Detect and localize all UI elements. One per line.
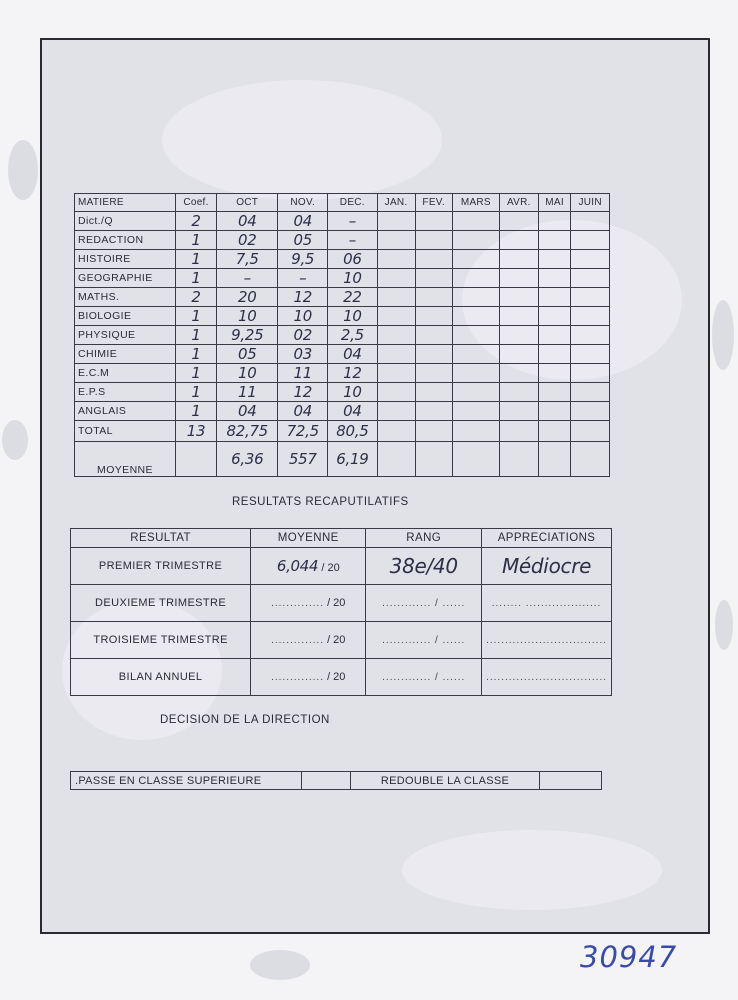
empty-month-cell [415,250,452,269]
trimestre-1-appreciation: Médiocre [482,548,612,585]
nov-cell: 12 [278,288,328,307]
oct-cell: 7,5 [217,250,278,269]
decision-table [70,771,602,790]
results-header-row [71,529,612,548]
trimestre-1-label: PREMIER TRIMESTRE [71,548,251,585]
empty-month-cell [415,383,452,402]
subject-cell: REDACTION [75,231,176,250]
grade-row [75,402,610,421]
empty-month-cell [452,231,499,250]
dec-cell: 04 [328,345,378,364]
oct-cell: 10 [217,307,278,326]
header-avr: AVR. [499,194,538,212]
empty-month-cell [538,402,571,421]
oct-cell: 04 [217,402,278,421]
coef-cell: 2 [176,288,217,307]
empty-month-cell [452,402,499,421]
nov-cell: 9,5 [278,250,328,269]
empty-month-cell [538,231,571,250]
header-coef: Coef. [176,194,217,212]
empty-month-cell [377,345,415,364]
coef-cell: 1 [176,269,217,288]
bilan-appreciation: ................................ [482,659,612,696]
report-card [40,38,710,934]
subject-cell: PHYSIQUE [75,326,176,345]
trimestre-2-appreciation: ........ .................... [482,585,612,622]
subject-cell: HISTOIRE [75,250,176,269]
stamp-number: 30947 [580,940,678,974]
empty-month-cell [538,307,571,326]
moyenne-row [75,442,610,477]
empty-month-cell [538,250,571,269]
empty-month-cell [377,402,415,421]
coef-cell: 1 [176,307,217,326]
results-row-4 [71,659,612,696]
empty-month-cell [452,345,499,364]
moyenne-oct: 6,36 [217,442,278,477]
empty-month-cell [571,269,610,288]
header-nov: NOV. [278,194,328,212]
empty-month-cell [538,364,571,383]
dec-cell: – [328,231,378,250]
nov-cell: 11 [278,364,328,383]
header-jan: JAN. [377,194,415,212]
dec-cell: – [328,212,378,231]
results-title: RESULTATS RECAPUTILATIFS [232,496,409,508]
dec-cell: 10 [328,383,378,402]
empty-month-cell [499,288,538,307]
trimestre-3-moyenne: .............. [271,635,324,646]
total-dec: 80,5 [328,421,378,442]
subject-cell: Dict./Q [75,212,176,231]
empty-month-cell [499,231,538,250]
trimestre-2-rang: ............. / ...... [366,585,482,622]
empty-month-cell [571,364,610,383]
subject-cell: ANGLAIS [75,402,176,421]
header-mars: MARS [452,194,499,212]
header-oct: OCT [217,194,278,212]
trimestre-3-rang: ............. / ...... [366,622,482,659]
empty-month-cell [499,269,538,288]
empty-month-cell [415,307,452,326]
dec-cell: 10 [328,269,378,288]
empty-month-cell [452,212,499,231]
nov-cell: 04 [278,212,328,231]
empty-month-cell [452,326,499,345]
coef-cell: 1 [176,326,217,345]
empty-month-cell [571,345,610,364]
empty-month-cell [571,231,610,250]
grade-row [75,269,610,288]
results-table [70,528,612,696]
empty-month-cell [415,364,452,383]
empty-month-cell [415,345,452,364]
dec-cell: 12 [328,364,378,383]
oct-cell: 02 [217,231,278,250]
total-oct: 82,75 [217,421,278,442]
bilan-over: / 20 [327,671,346,683]
empty-month-cell [452,269,499,288]
header-moyenne: MOYENNE [251,529,366,548]
bilan-moyenne: .............. [271,672,324,683]
results-row-1 [71,548,612,585]
dec-cell: 22 [328,288,378,307]
trimestre-3-over: / 20 [327,634,346,646]
empty-month-cell [571,212,610,231]
moyenne-nov: 557 [278,442,328,477]
nov-cell: – [278,269,328,288]
subject-cell: E.C.M [75,364,176,383]
header-fev: FEV. [415,194,452,212]
total-label: TOTAL [75,421,176,442]
coef-cell: 1 [176,364,217,383]
coef-cell: 1 [176,383,217,402]
decision-pass-box [302,772,351,790]
subject-cell: MATHS. [75,288,176,307]
oct-cell: 04 [217,212,278,231]
nov-cell: 05 [278,231,328,250]
empty-month-cell [415,402,452,421]
nov-cell: 02 [278,326,328,345]
empty-month-cell [571,326,610,345]
decision-pass: .PASSE EN CLASSE SUPERIEURE [71,772,302,790]
header-dec: DEC. [328,194,378,212]
empty-month-cell [499,250,538,269]
bilan-label: BILAN ANNUEL [71,659,251,696]
empty-month-cell [538,345,571,364]
empty-month-cell [538,288,571,307]
dec-cell: 2,5 [328,326,378,345]
empty-month-cell [377,250,415,269]
empty-month-cell [377,364,415,383]
empty-month-cell [415,212,452,231]
coef-cell: 1 [176,250,217,269]
empty-month-cell [499,383,538,402]
empty-month-cell [415,231,452,250]
empty-month-cell [499,364,538,383]
total-nov: 72,5 [278,421,328,442]
trimestre-1-over: / 20 [321,562,340,574]
coef-cell: 2 [176,212,217,231]
oct-cell: 11 [217,383,278,402]
grade-row [75,231,610,250]
oct-cell: – [217,269,278,288]
bilan-rang: ............. / ...... [366,659,482,696]
empty-month-cell [499,307,538,326]
nov-cell: 04 [278,402,328,421]
empty-month-cell [415,269,452,288]
empty-month-cell [377,269,415,288]
coef-cell: 1 [176,231,217,250]
empty-month-cell [452,307,499,326]
grade-row [75,250,610,269]
empty-month-cell [499,402,538,421]
empty-month-cell [415,326,452,345]
header-rang: RANG [366,529,482,548]
empty-month-cell [377,231,415,250]
moyenne-dec: 6,19 [328,442,378,477]
grade-row [75,345,610,364]
grades-header-row [75,194,610,212]
empty-month-cell [377,383,415,402]
empty-month-cell [538,212,571,231]
subject-cell: GEOGRAPHIE [75,269,176,288]
oct-cell: 20 [217,288,278,307]
subject-cell: BIOLOGIE [75,307,176,326]
dec-cell: 04 [328,402,378,421]
empty-month-cell [499,326,538,345]
oct-cell: 10 [217,364,278,383]
coef-cell: 1 [176,402,217,421]
empty-month-cell [499,345,538,364]
header-mai: MAI [538,194,571,212]
header-resultat: RESULTAT [71,529,251,548]
empty-month-cell [452,364,499,383]
empty-month-cell [571,250,610,269]
empty-month-cell [415,288,452,307]
grade-row [75,288,610,307]
header-appreciations: APPRECIATIONS [482,529,612,548]
empty-month-cell [377,288,415,307]
nov-cell: 10 [278,307,328,326]
grade-row [75,364,610,383]
grade-row [75,307,610,326]
empty-month-cell [452,383,499,402]
decision-repeat: REDOUBLE LA CLASSE [351,772,540,790]
empty-month-cell [538,383,571,402]
dec-cell: 10 [328,307,378,326]
dec-cell: 06 [328,250,378,269]
oct-cell: 05 [217,345,278,364]
decision-repeat-box [540,772,602,790]
decision-title: DECISION DE LA DIRECTION [160,714,330,726]
empty-month-cell [571,288,610,307]
header-matiere: MATIERE [75,194,176,212]
grade-row [75,212,610,231]
trimestre-2-label: DEUXIEME TRIMESTRE [71,585,251,622]
empty-month-cell [377,326,415,345]
grade-row [75,383,610,402]
trimestre-2-over: / 20 [327,597,346,609]
subject-cell: E.P.S [75,383,176,402]
nov-cell: 03 [278,345,328,364]
empty-month-cell [377,307,415,326]
empty-month-cell [377,212,415,231]
total-coef: 13 [176,421,217,442]
coef-cell: 1 [176,345,217,364]
results-row-2 [71,585,612,622]
empty-month-cell [571,307,610,326]
trimestre-3-label: TROISIEME TRIMESTRE [71,622,251,659]
header-juin: JUIN [571,194,610,212]
empty-month-cell [571,383,610,402]
nov-cell: 12 [278,383,328,402]
empty-month-cell [452,288,499,307]
total-row [75,421,610,442]
empty-month-cell [571,402,610,421]
moyenne-label: MOYENNE [75,442,176,477]
empty-month-cell [452,250,499,269]
subject-cell: CHIMIE [75,345,176,364]
trimestre-3-appreciation: ................................ [482,622,612,659]
empty-month-cell [538,269,571,288]
trimestre-1-rang: 38e/40 [366,548,482,585]
oct-cell: 9,25 [217,326,278,345]
trimestre-2-moyenne: .............. [271,598,324,609]
grade-row [75,326,610,345]
empty-month-cell [499,212,538,231]
grades-table [74,193,610,477]
results-row-3 [71,622,612,659]
trimestre-1-moyenne: 6,044 [276,557,319,575]
empty-month-cell [538,326,571,345]
